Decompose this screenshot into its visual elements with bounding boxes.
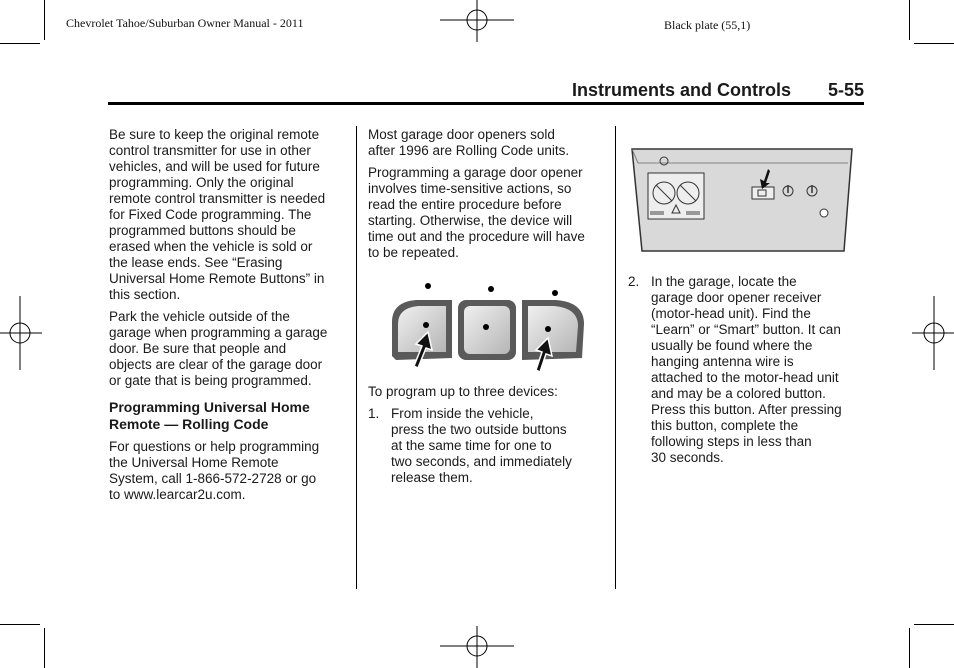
column-3	[628, 274, 868, 472]
step-1	[368, 406, 608, 486]
crop-mark-tr-h	[914, 43, 954, 44]
registration-mark-right	[910, 296, 954, 370]
column-2-steps	[368, 384, 608, 492]
column-divider-1	[356, 126, 357, 589]
registration-mark-left	[0, 296, 44, 370]
plate-id: Black plate (55,1)	[664, 18, 751, 32]
crop-mark-br-v	[909, 628, 910, 668]
crop-mark-bl-v	[44, 628, 45, 668]
step-2-number: 2.	[628, 274, 640, 289]
paragraph-time-sensitive: Programming a garage door opener involves time-sensitive actions, so read the entire procedure before starting. Otherwise, the device will time out and the procedure will have to be repeated.	[368, 165, 585, 260]
paragraph-program-intro: To program up to three devices:	[368, 384, 558, 399]
crop-mark-tl-v	[44, 0, 45, 40]
steps-list-continued	[628, 274, 868, 466]
step-2-text: In the garage, locate the garage door opener receiver (motor-head unit). Find the “Learn” or “Smart” button. It can usually be found where the hanging antenna wire is attached to the motor-head unit and may be a colored button. Press this button. After pressing this button, complete the following steps in less than 30 seconds.	[651, 274, 842, 465]
step-2	[628, 274, 868, 466]
column-1	[109, 127, 349, 509]
crop-mark-tl-h	[0, 43, 40, 44]
steps-list	[368, 406, 608, 486]
registration-mark-bottom	[440, 626, 514, 668]
paragraph-original-transmitter: Be sure to keep the original remote control transmitter for use in other vehicles, and will be used for future programming. Only the original remote control transmitter is needed for Fixed Code programming. The programmed buttons should be erased when the vehicle is sold or the lease ends. See “Erasing Universal Home Remote Buttons” in this section.	[109, 127, 326, 302]
remote-buttons-illustration	[386, 280, 590, 372]
step-1-text: From inside the vehicle, press the two outside buttons at the same time for one to two seconds, and immediately release them.	[391, 406, 572, 485]
column-divider-2	[615, 126, 616, 589]
page-number: 5-55	[827, 80, 864, 100]
motor-head-unit-illustration	[628, 143, 856, 253]
registration-mark-top	[440, 0, 514, 44]
crop-mark-bl-h	[0, 624, 40, 625]
manual-title: Chevrolet Tahoe/Suburban Owner Manual - 2011	[66, 16, 304, 30]
paragraph-rolling-code-units: Most garage door openers sold after 1996 are Rolling Code units.	[368, 127, 570, 158]
crop-mark-br-h	[914, 624, 954, 625]
header-rule	[108, 102, 864, 105]
section-title: Instruments and Controls	[572, 80, 792, 100]
paragraph-help-contact: For questions or help programming the Universal Home Remote System, call 1-866-572-2728 or go to www.learcar2u.com.	[109, 439, 320, 502]
paragraph-park-vehicle: Park the vehicle outside of the garage when programming a garage door. Be sure that people and objects are clear of the garage door or gate that is being programmed.	[109, 309, 328, 388]
column-2	[368, 127, 608, 267]
section-header	[572, 80, 864, 101]
heading-rolling-code: Programming Universal Home Remote — Rolling Code	[109, 399, 310, 432]
crop-mark-tr-v	[909, 0, 910, 40]
step-1-number: 1.	[368, 406, 380, 421]
